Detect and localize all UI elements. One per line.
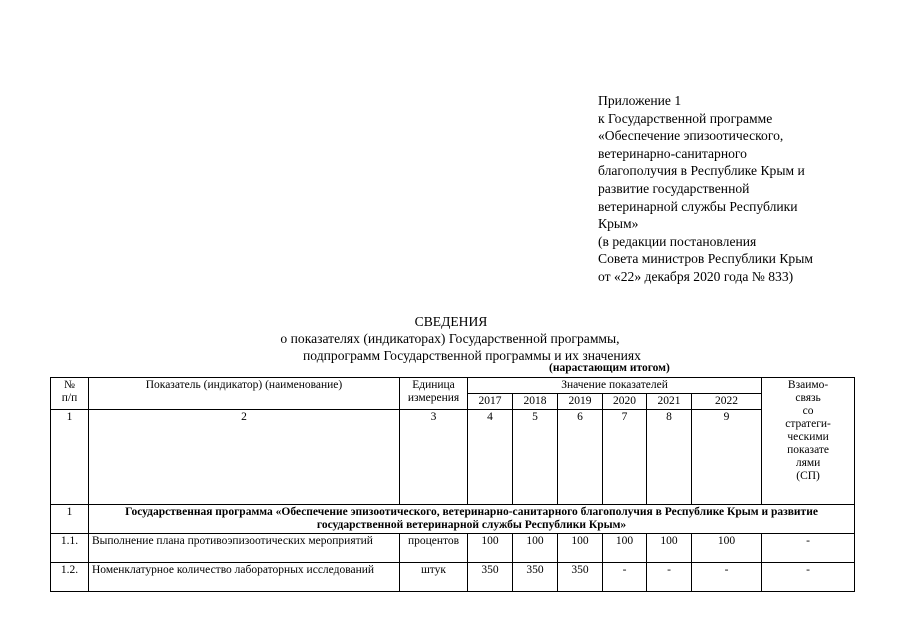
header-year: 2021	[647, 394, 692, 410]
col-number: 7	[603, 410, 647, 505]
row-value: -	[692, 563, 762, 592]
table-row	[51, 563, 855, 592]
row-name: Номенклатурное количество лабораторных исследований	[89, 563, 400, 592]
appendix-line: «Обеспечение эпизоотического,	[598, 128, 784, 144]
col-number: 4	[468, 410, 513, 505]
header-year: 2020	[603, 394, 647, 410]
appendix-line: развитие государственной	[598, 180, 750, 196]
row-num: 1.2.	[51, 563, 89, 592]
row-value: 100	[468, 534, 513, 563]
header-indicator: Показатель (индикатор) (наименование)	[89, 378, 400, 410]
row-unit: штук	[400, 563, 468, 592]
appendix-line: к Государственной программе	[598, 110, 773, 126]
appendix-block	[598, 92, 868, 286]
col-number: 3	[400, 410, 468, 505]
row-value: 100	[513, 534, 558, 563]
row-unit: процентов	[400, 534, 468, 563]
header-year: 2019	[558, 394, 603, 410]
appendix-line: Приложение 1	[598, 93, 682, 108]
col-number: 2	[89, 410, 400, 505]
program-row	[51, 505, 855, 534]
row-value: -	[647, 563, 692, 592]
appendix-line: от «22» декабря 2020 года № 833)	[598, 268, 794, 284]
header-values-group: Значение показателей	[468, 378, 762, 394]
col-number: 5	[513, 410, 558, 505]
appendix-line: Крым»	[598, 216, 639, 232]
header-year: 2018	[513, 394, 558, 410]
row-value: 100	[603, 534, 647, 563]
cumulative-note: (нарастающим итогом)	[549, 362, 670, 374]
document-subtitle-line-2: подпрограмм Государственной программы и их значениях	[303, 348, 641, 363]
row-value: -	[603, 563, 647, 592]
header-year: 2022	[692, 394, 762, 410]
appendix-line: ветеринарной службы Республики	[598, 198, 798, 214]
col-number: 9	[692, 410, 762, 505]
row-num: 1.1.	[51, 534, 89, 563]
row-relation: -	[762, 534, 855, 563]
header-num: № п/п	[51, 378, 89, 410]
document-title: СВЕДЕНИЯ	[414, 314, 488, 329]
row-value: 350	[558, 563, 603, 592]
appendix-line: Совета министров Республики Крым	[598, 251, 813, 267]
table-row	[51, 534, 855, 563]
row-value: 100	[558, 534, 603, 563]
row-relation: -	[762, 563, 855, 592]
header-unit: Единица измерения	[400, 378, 468, 410]
appendix-line: (в редакции постановления	[598, 233, 757, 249]
appendix-line: ветеринарно-санитарного	[598, 145, 747, 161]
document-subtitle-line-1: о показателях (индикаторах) Государственной программы,	[280, 331, 620, 346]
col-number: 8	[647, 410, 692, 505]
appendix-line: благополучия в Республике Крым и	[598, 163, 805, 179]
program-row-title: Государственная программа «Обеспечение эпизоотического, ветеринарно-санитарного благополучия в Республике Крым и развитие государственной ветеринарной службы Республики Крым»	[89, 505, 855, 534]
header-relation: Взаимо- связь со стратеги- ческими показате лями (СП)	[762, 378, 855, 505]
header-year: 2017	[468, 394, 513, 410]
col-number: 1	[51, 410, 89, 505]
row-name: Выполнение плана противоэпизоотических мероприятий	[89, 534, 400, 563]
col-number: 6	[558, 410, 603, 505]
program-row-num: 1	[51, 505, 89, 534]
row-value: 350	[513, 563, 558, 592]
row-value: 100	[692, 534, 762, 563]
row-value: 100	[647, 534, 692, 563]
indicators-table	[50, 377, 855, 592]
row-value: 350	[468, 563, 513, 592]
